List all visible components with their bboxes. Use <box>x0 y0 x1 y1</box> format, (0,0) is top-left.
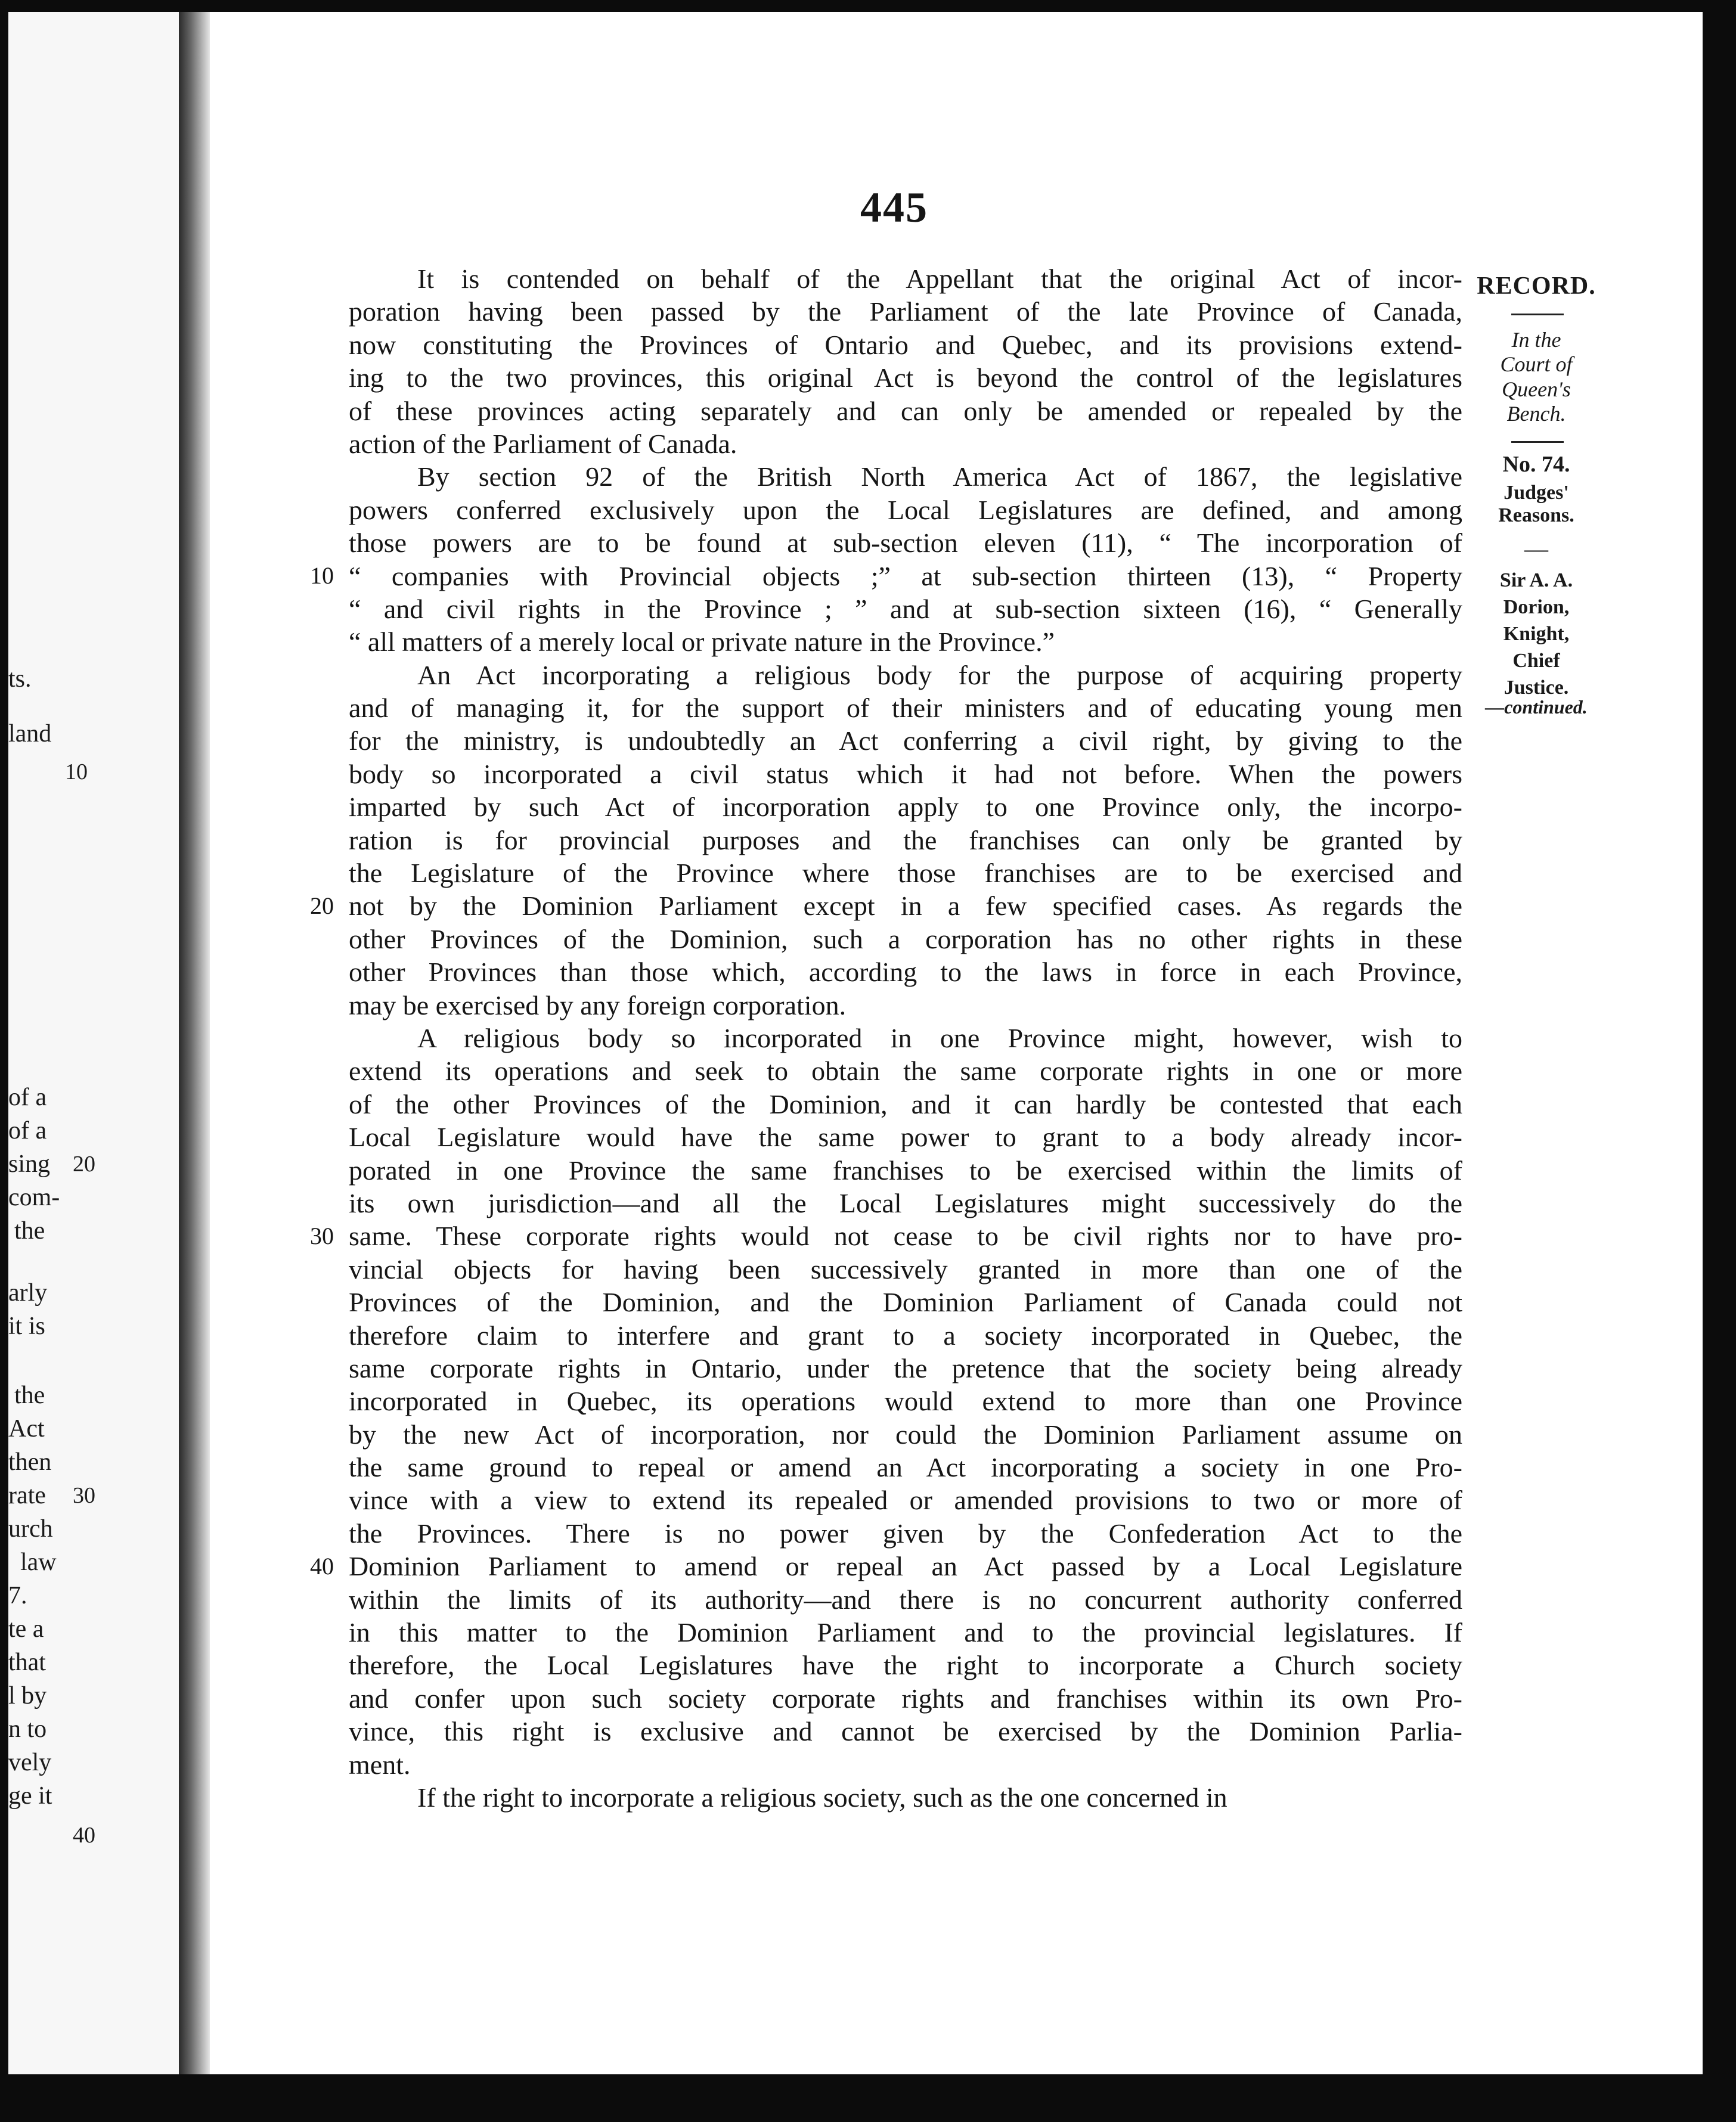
left-fragment: the <box>14 1382 45 1409</box>
left-fragment: ts. <box>8 665 32 693</box>
left-fragment: the <box>14 1217 45 1245</box>
left-fragment: that <box>8 1649 46 1676</box>
text-line: for the ministry, is undoubtedly an Act conferring a civil right, by giving to the <box>349 725 1462 756</box>
text-line: imparted by such Act of incorporation apply to one Province only, the incorpo- <box>349 792 1462 823</box>
left-fragment: then <box>8 1448 52 1476</box>
author-line: Sir A. A. <box>1499 569 1573 591</box>
document-type <box>1468 482 1605 527</box>
left-fragment: Act <box>8 1415 45 1442</box>
scan-border-right <box>1703 0 1736 2122</box>
text-line: and confer upon such society corporate rights and franchises within its own Pro- <box>349 1683 1462 1714</box>
text-line: If the right to incorporate a religious society, such as the one concerned in <box>417 1782 1227 1813</box>
text-line: It is contended on behalf of the Appellant that the original Act of incor- <box>417 263 1462 294</box>
left-line-number: 30 <box>73 1483 95 1508</box>
court-label <box>1468 328 1605 427</box>
left-fragment: of a <box>8 1084 47 1111</box>
margin-rule <box>1511 441 1564 443</box>
left-fragment: urch <box>8 1515 53 1543</box>
text-line: by the new Act of incorporation, nor could the Dominion Parliament assume on <box>349 1419 1462 1450</box>
text-line: the Legislature of the Province where those franchises are to be exercised and <box>349 858 1462 889</box>
author-line: Dorion, <box>1503 595 1570 618</box>
scan-border-left <box>0 0 8 2122</box>
text-line: An Act incorporating a religious body for the purpose of acquiring property <box>417 659 1462 690</box>
text-line: extend its operations and seek to obtain the same corporate rights in one or more <box>349 1056 1462 1087</box>
text-line: vince, this right is exclusive and cannot be exercised by the Dominion Parlia- <box>349 1716 1462 1747</box>
margin-dash: — <box>1524 535 1548 562</box>
left-line-number: 20 <box>73 1152 95 1177</box>
text-line: “ and civil rights in the Province ; ” and at sub-section sixteen (16), “ Generally <box>349 593 1462 624</box>
text-line: “ all matters of a merely local or private nature in the Province.” <box>349 626 1055 657</box>
text-line: its own jurisdiction—and all the Local Legislatures might successively do the <box>349 1187 1462 1218</box>
text-line: now constituting the Provinces of Ontario and Quebec, and its provisions extend- <box>349 329 1462 360</box>
document-number: No. 74. <box>1502 452 1570 477</box>
line-number: 30 <box>310 1223 334 1249</box>
body-text <box>349 262 1462 1814</box>
text-line: of these provinces acting separately and can only be amended or repealed by the <box>349 395 1462 426</box>
left-fragment: vely <box>8 1749 52 1776</box>
text-line: By section 92 of the British North America Act of 1867, the legislative <box>417 461 1462 492</box>
left-fragment: sing <box>8 1150 51 1178</box>
text-line: powers conferred exclusively upon the Local Legislatures are defined, and among <box>349 494 1462 525</box>
left-fragment: of a <box>8 1117 47 1144</box>
left-fragment: 7. <box>8 1582 27 1609</box>
margin-rule <box>1511 314 1564 315</box>
text-line: not by the Dominion Parliament except in a few specified cases. As regards the <box>349 891 1462 922</box>
text-line: may be exercised by any foreign corporation. <box>349 989 847 1020</box>
text-line: body so incorporated a civil status which it had not before. When the powers <box>349 758 1462 789</box>
court-line: In the <box>1511 328 1561 352</box>
text-line: ing to the two provinces, this original Act is beyond the control of the legislatures <box>349 362 1462 393</box>
text-line: other Provinces than those which, according to the laws in force in each Province, <box>349 957 1462 988</box>
text-line: vince with a view to extend its repealed or amended provisions to two or more of <box>349 1485 1462 1516</box>
left-fragment: n to <box>8 1715 47 1743</box>
continued-label: —continued. <box>1485 696 1588 718</box>
left-line-number: 40 <box>73 1823 95 1848</box>
text-line: same. These corporate rights would not cease to be civil rights nor to have pro- <box>349 1221 1462 1252</box>
court-line: Court of <box>1500 352 1573 377</box>
text-line: “ companies with Provincial objects ;” at sub-section thirteen (13), “ Property <box>349 560 1462 591</box>
text-line: therefore, the Local Legislatures have the right to incorporate a Church society <box>349 1650 1462 1681</box>
left-fragment: it is <box>8 1313 45 1340</box>
left-fragment: ge it <box>8 1782 52 1810</box>
text-line: A religious body so incorporated in one Province might, however, wish to <box>417 1022 1462 1053</box>
text-line: the Provinces. There is no power given by the Confederation Act to the <box>349 1518 1462 1549</box>
left-fragment: land <box>8 720 52 747</box>
text-line: action of the Parliament of Canada. <box>349 428 737 459</box>
author-name <box>1468 567 1605 701</box>
text-line: poration having been passed by the Parliament of the late Province of Canada, <box>349 296 1462 327</box>
left-line-number: 10 <box>65 759 88 784</box>
adjacent-page-edge <box>8 12 179 2074</box>
left-fragment: rate <box>8 1482 46 1509</box>
author-line: Chief <box>1512 649 1560 672</box>
document-type-line: Judges' <box>1504 482 1569 504</box>
line-number: 20 <box>310 892 334 919</box>
left-fragment: l by <box>8 1682 47 1710</box>
document-type-line: Reasons. <box>1498 504 1574 527</box>
left-fragment: law <box>20 1549 57 1576</box>
book-gutter <box>179 12 210 2074</box>
line-number: 10 <box>310 562 334 589</box>
record-heading: RECORD. <box>1477 272 1596 300</box>
text-line: same corporate rights in Ontario, under the pretence that the society being already <box>349 1352 1462 1383</box>
page-number: 445 <box>860 184 928 231</box>
text-line: of the other Provinces of the Dominion, and it can hardly be contested that each <box>349 1088 1462 1119</box>
text-line: incorporated in Quebec, its operations would extend to more than one Province <box>349 1386 1462 1417</box>
left-fragment: arly <box>8 1279 48 1307</box>
text-line: therefore claim to interfere and grant to a society incorporated in Quebec, the <box>349 1320 1462 1351</box>
scan-border-top <box>0 0 1736 12</box>
text-line: ration is for provincial purposes and the franchises can only be granted by <box>349 824 1462 855</box>
text-line: those powers are to be found at sub-section eleven (11), “ The incorporation of <box>349 528 1462 559</box>
text-line: and of managing it, for the support of their ministers and of educating young men <box>349 693 1462 724</box>
text-line: in this matter to the Dominion Parliament and to the provincial legislatures. If <box>349 1617 1462 1648</box>
text-line: ment. <box>349 1749 411 1780</box>
text-line: other Provinces of the Dominion, such a corporation has no other rights in these <box>349 923 1462 954</box>
text-line: vincial objects for having been successively granted in more than one of the <box>349 1254 1462 1285</box>
left-fragment: te a <box>8 1615 44 1643</box>
author-line: Justice. <box>1504 676 1569 699</box>
text-line: porated in one Province the same franchises to be exercised within the limits of <box>349 1155 1462 1186</box>
scan-border-bottom <box>0 2074 1736 2122</box>
text-line: Provinces of the Dominion, and the Dominion Parliament of Canada could not <box>349 1287 1462 1318</box>
text-line: the same ground to repeal or amend an Act incorporating a society in one Pro- <box>349 1452 1462 1483</box>
text-line: Local Legislature would have the same power to grant to a body already incor- <box>349 1122 1462 1153</box>
court-line: Bench. <box>1506 402 1566 426</box>
court-line: Queen's <box>1502 377 1571 401</box>
text-line: within the limits of its authority—and there is no concurrent authority conferred <box>349 1584 1462 1615</box>
author-line: Knight, <box>1503 622 1570 645</box>
left-fragment: com- <box>8 1184 60 1211</box>
line-number: 40 <box>310 1553 334 1580</box>
text-line: Dominion Parliament to amend or repeal an Act passed by a Local Legislature <box>349 1551 1462 1582</box>
